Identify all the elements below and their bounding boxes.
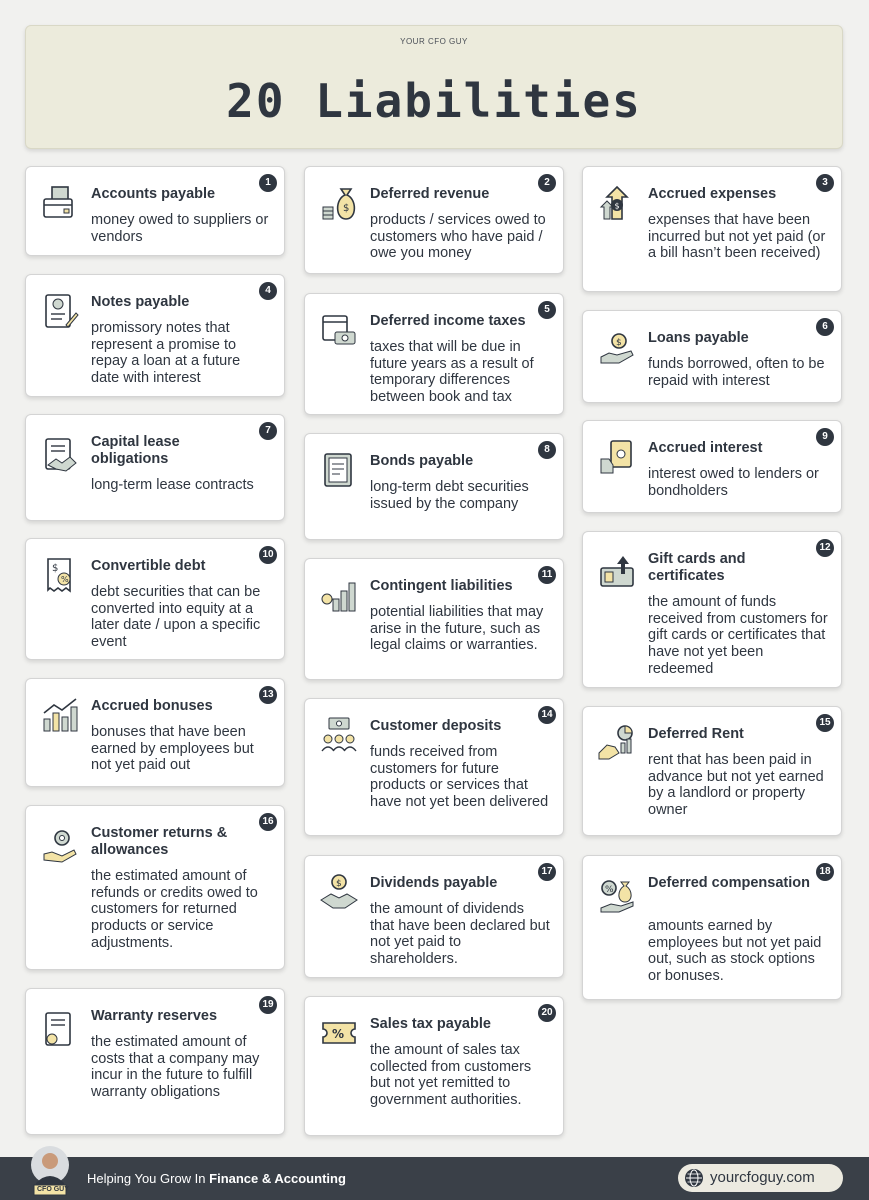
item-title: Bonds payable <box>370 453 474 469</box>
item-description: long-term lease contracts <box>91 477 254 493</box>
money-bag-icon <box>319 183 359 223</box>
bond-certificate-icon <box>319 450 359 490</box>
item-title: Deferred Rent <box>648 726 744 742</box>
svg-text:%: % <box>605 885 614 895</box>
globe-icon <box>684 1168 704 1188</box>
item-number: 1 <box>259 174 277 192</box>
hand-bag-percent-icon <box>597 876 637 916</box>
liability-card <box>582 420 842 513</box>
contract-handshake-icon <box>40 435 80 475</box>
hand-coin-icon <box>597 327 637 367</box>
svg-text:$: $ <box>343 203 350 214</box>
item-number: 13 <box>259 686 277 704</box>
item-title: Deferred revenue <box>370 186 490 202</box>
footer-bar <box>0 1157 869 1200</box>
tagline-prefix: Helping You Grow In <box>87 1171 210 1186</box>
item-description: promissory notes that represent a promise to repay a loan at a future date with interest <box>91 320 241 387</box>
liability-card <box>25 988 285 1135</box>
item-number: 15 <box>816 714 834 732</box>
item-description: amounts earned by employees but not yet paid out, such as stock options or bonuses. <box>648 918 822 985</box>
svg-text:%: % <box>332 1027 345 1041</box>
item-number: 2 <box>538 174 556 192</box>
item-number: 12 <box>816 539 834 557</box>
liability-card <box>582 855 842 1000</box>
document-pen-icon <box>40 291 80 331</box>
item-number: 14 <box>538 706 556 724</box>
warranty-certificate-icon <box>40 1009 80 1049</box>
liability-card <box>25 274 285 397</box>
item-number: 7 <box>259 422 277 440</box>
chart-trend-icon <box>40 695 80 735</box>
gift-card-icon <box>597 552 637 592</box>
item-number: 17 <box>538 863 556 881</box>
item-title: Deferred compensation <box>648 875 810 891</box>
liability-card <box>582 706 842 836</box>
item-title: Customer deposits <box>370 718 502 734</box>
item-title: Notes payable <box>91 294 190 310</box>
item-description: funds borrowed, often to be repaid with interest <box>648 356 825 389</box>
bar-chart-coin-icon <box>319 575 359 615</box>
item-title: Accrued bonuses <box>91 698 213 714</box>
svg-text:$: $ <box>616 338 622 348</box>
item-description: debt securities that can be converted into equity at a later date / upon a specific event <box>91 584 261 651</box>
liability-card <box>25 678 285 787</box>
item-description: taxes that will be due in future years as a result of temporary differences between book and tax <box>370 339 534 406</box>
liability-card <box>582 531 842 688</box>
item-description: money owed to suppliers or vendors <box>91 212 269 245</box>
item-description: the amount of funds received from customers for gift cards or certificates that have not yet been redeemed <box>648 594 828 677</box>
item-number: 8 <box>538 441 556 459</box>
item-description: the amount of dividends that have been declared but not yet paid to shareholders. <box>370 901 550 968</box>
brand-label: YOUR CFO GUY <box>400 37 468 46</box>
handshake-coin-icon <box>319 872 359 912</box>
item-number: 11 <box>538 566 556 584</box>
item-title: Customer returns & allowances <box>91 825 228 858</box>
item-description: expenses that have been incurred but not yet paid (or a bill hasn’t been received) <box>648 212 826 262</box>
item-number: 19 <box>259 996 277 1014</box>
item-title: Deferred income taxes <box>370 313 526 329</box>
svg-text:$: $ <box>614 201 620 211</box>
customers-cash-icon <box>319 715 359 755</box>
item-description: the estimated amount of costs that a company may incur in the future to fulfill warranty obligations <box>91 1034 260 1101</box>
item-title: Convertible debt <box>91 558 206 574</box>
tagline-bold: Finance & Accounting <box>209 1171 346 1186</box>
website-link[interactable] <box>678 1164 843 1192</box>
liability-card <box>304 558 564 680</box>
avatar-label: CFO GUY <box>37 1186 69 1193</box>
item-number: 5 <box>538 301 556 319</box>
liability-card <box>304 433 564 540</box>
liability-card <box>25 414 285 521</box>
growth-arrow-icon <box>597 183 637 223</box>
item-number: 6 <box>816 318 834 336</box>
item-number: 3 <box>816 174 834 192</box>
calendar-cash-icon <box>319 310 359 350</box>
item-description: interest owed to lenders or bondholders <box>648 466 819 499</box>
item-number: 18 <box>816 863 834 881</box>
item-title: Dividends payable <box>370 875 498 891</box>
item-title: Accounts payable <box>91 186 216 202</box>
svg-text:%: % <box>61 575 69 584</box>
item-number: 4 <box>259 282 277 300</box>
item-number: 9 <box>816 428 834 446</box>
item-number: 16 <box>259 813 277 831</box>
header-banner <box>25 25 843 149</box>
item-description: potential liabilities that may arise in the future, such as legal claims or warranties. <box>370 604 544 654</box>
hand-pie-chart-icon <box>597 723 637 763</box>
liability-card <box>304 855 564 978</box>
item-title: Accrued interest <box>648 440 763 456</box>
avatar <box>30 1145 70 1197</box>
liability-card <box>582 310 842 403</box>
item-description: bonuses that have been earned by employees but not yet paid out <box>91 724 254 774</box>
item-title: Accrued expenses <box>648 186 777 202</box>
liability-card <box>25 538 285 660</box>
liability-card <box>582 166 842 292</box>
svg-text:$: $ <box>336 879 342 889</box>
item-description: products / services owed to customers who have paid / owe you money <box>370 212 546 262</box>
item-description: funds received from customers for future products or services that have not yet been delivered <box>370 744 549 811</box>
item-description: long-term debt securities issued by the company <box>370 479 529 512</box>
receipt-percent-icon <box>40 555 80 595</box>
page-title: 20 Liabilities <box>226 74 642 128</box>
liability-card <box>304 293 564 415</box>
item-title: Gift cards and certificates <box>648 551 746 584</box>
invoice-icon <box>40 183 80 223</box>
item-title: Sales tax payable <box>370 1016 491 1032</box>
liability-card <box>304 996 564 1136</box>
footer-tagline <box>87 1171 346 1186</box>
item-title: Loans payable <box>648 330 749 346</box>
item-title: Capital lease obligations <box>91 434 180 467</box>
hand-cash-icon <box>597 437 637 477</box>
item-description: rent that has been paid in advance but not yet earned by a landlord or property owner <box>648 752 824 819</box>
item-title: Warranty reserves <box>91 1008 218 1024</box>
liability-card <box>304 698 564 836</box>
item-title: Contingent liabilities <box>370 578 513 594</box>
tax-ticket-icon <box>319 1013 359 1053</box>
item-number: 10 <box>259 546 277 564</box>
svg-text:$: $ <box>52 563 59 574</box>
liability-card <box>25 805 285 970</box>
item-number: 20 <box>538 1004 556 1022</box>
hand-gear-icon <box>40 826 80 866</box>
liability-card <box>25 166 285 256</box>
item-description: the amount of sales tax collected from customers but not yet remitted to government authorities. <box>370 1042 532 1109</box>
website-text[interactable]: yourcfoguy.com <box>710 1169 815 1186</box>
item-description: the estimated amount of refunds or credits owed to customers for returned products or service adjustments. <box>91 868 258 951</box>
liability-card <box>304 166 564 274</box>
